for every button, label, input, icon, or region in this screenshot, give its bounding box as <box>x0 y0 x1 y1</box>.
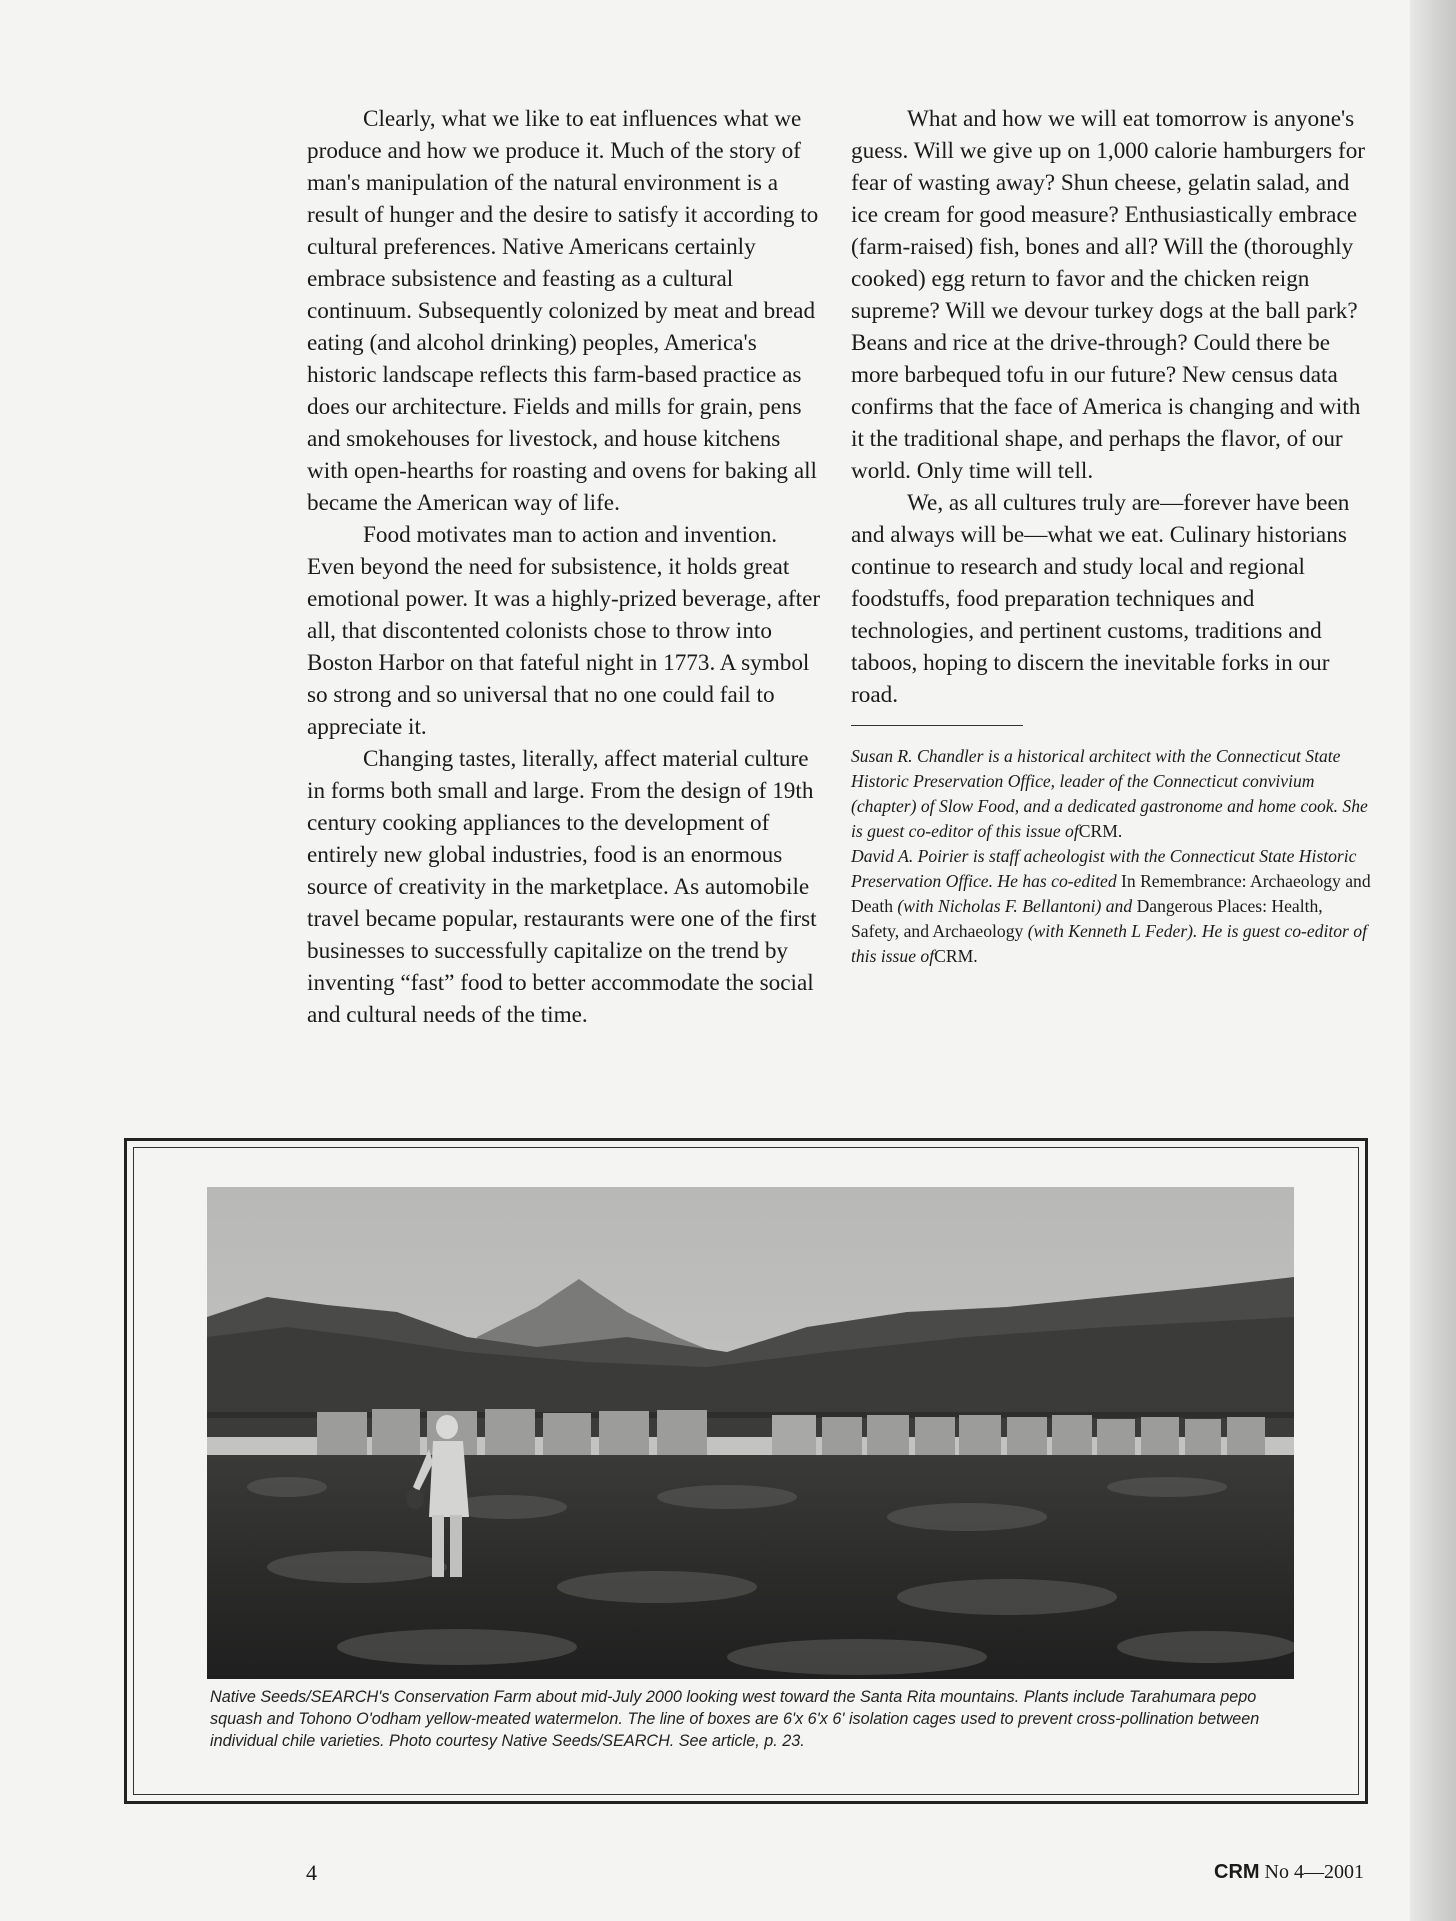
right-text-column <box>851 103 1371 969</box>
bio-text: David A. Poirier is staff acheologist with the Connecticut State Historic Preservation Office. He has co-edited <box>851 846 1357 891</box>
crm-mark: CRM <box>934 946 974 966</box>
body-paragraph: Food motivates man to action and invention. Even beyond the need for subsistence, it holds great emotional power. It was a highly-prized beverage, after all, that discontented colonists chose to throw into Boston Harbor on that fateful night in 1773. A symbol so strong and so universal that no one could fail to appreciate it. <box>307 522 821 740</box>
bio-end: . <box>1117 821 1123 841</box>
body-paragraph: Changing tastes, literally, affect material culture in forms both small and large. From the design of 19th century cooking appliances to the development of entirely new global industries, food is an enormous source of creativity in the marketplace. As automobile travel became popular, restaurants were one of the first businesses to successfully capitalize on the trend by inventing “fast” food to better accommodate the social and cultural needs of the time. <box>307 746 817 1028</box>
issue-number: No 4—2001 <box>1259 1861 1364 1883</box>
body-paragraph: We, as all cultures truly are—forever have been and always will be—what we eat. Culinary historians continue to research and study local and regional foodstuffs, food preparation techniques and technologies, and pertinent customs, traditions and taboos, hoping to discern the inevitable forks in our road. <box>851 490 1350 708</box>
page-number: 4 <box>306 1860 317 1885</box>
bio-text: (with Kenneth L Feder). He is guest co-editor of this issue of <box>851 921 1367 966</box>
bio-divider <box>851 725 1023 726</box>
farm-photo-illustration <box>207 1187 1294 1679</box>
author-bio-chandler <box>851 744 1371 844</box>
issue-footer <box>1214 1861 1364 1884</box>
book-title: Dangerous Places: Health, Safety, and Archaeology <box>851 896 1323 941</box>
bio-end: . <box>973 946 978 966</box>
farm-photo <box>207 1187 1294 1679</box>
bio-text: Susan R. Chandler is a historical architect with the Connecticut State Historic Preservation Office, leader of the Connecticut convivium (chapter) of Slow Food, and a dedicated gastronome and home cook. She is guest co-editor of this issue of <box>851 746 1368 841</box>
crm-logo-text: CRM <box>1214 1861 1260 1883</box>
photo-caption: Native Seeds/SEARCH's Conservation Farm about mid-July 2000 looking west toward the Santa Rita mountains. Plants include Tarahumara pepo squash and Tohono O'odham yellow-meated watermelon. The line of boxes are 6'x 6'x 6' isolation cages used to prevent cross-pollination between individual chile varieties. Photo courtesy Native Seeds/SEARCH. See article, p. 23. <box>210 1688 1260 1750</box>
book-title: In Remembrance: Archaeology and Death <box>851 871 1371 916</box>
author-bio-poirier <box>851 844 1371 969</box>
left-text-column <box>307 103 822 1031</box>
body-paragraph: Clearly, what we like to eat influences what we produce and how we produce it. Much of the story of man's manipulation of the natural environment is a result of hunger and the desire to satisfy it according to cultural preferences. Native Americans certainly embrace subsistence and feasting as a cultural continuum. Subsequently colonized by meat and bread eating (and alcohol drinking) peoples, America's historic landscape reflects this farm-based practice as does our architecture. Fields and mills for grain, pens and smokehouses for livestock, and house kitchens with open-hearths for roasting and ovens for baking all became the American way of life. <box>307 106 819 516</box>
page-edge-shadow <box>1410 0 1456 1921</box>
body-paragraph: What and how we will eat tomorrow is anyone's guess. Will we give up on 1,000 calorie hamburgers for fear of wasting away? Shun cheese, gelatin salad, and ice cream for good measure? Enthusiastically embrace (farm-raised) fish, bones and all? Will the (thoroughly cooked) egg return to favor and the chicken reign supreme? Will we devour turkey dogs at the ball park? Beans and rice at the drive-through? Could there be more barbequed tofu in our future? New census data confirms that the face of America is changing and with it the traditional shape, and perhaps the flavor, of our world. Only time will tell. <box>851 106 1366 484</box>
crm-mark: CRM <box>1078 821 1118 841</box>
bio-text: (with Nicholas F. Bellantoni) and <box>893 896 1137 916</box>
